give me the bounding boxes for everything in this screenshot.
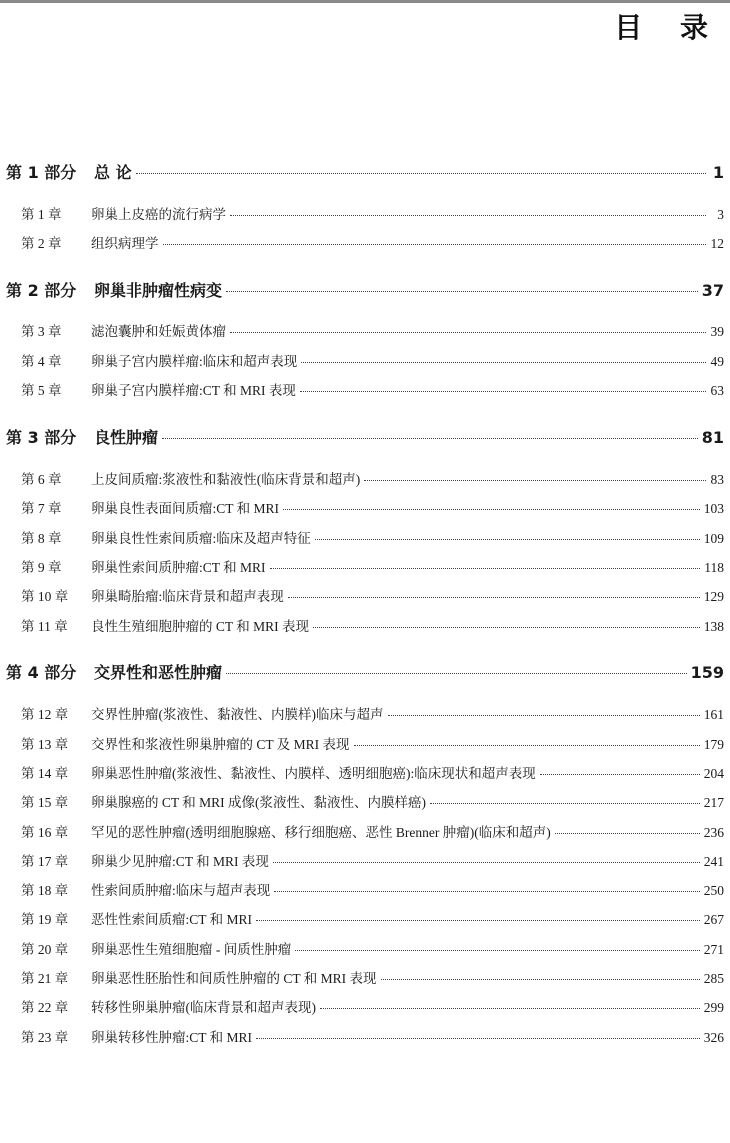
chapter-label: 第 13 章 (21, 737, 69, 752)
page-number: 39 (710, 324, 724, 339)
toc-part-entry[interactable] (6, 278, 724, 301)
chapter-label: 第 2 章 (21, 236, 62, 251)
chapter-title: 卵巢上皮癌的流行病学 (91, 207, 226, 222)
toc-chapter-entry[interactable] (21, 938, 724, 958)
chapter-label: 第 17 章 (21, 854, 69, 869)
chapter-title: 卵巢腺癌的 CT 和 MRI 成像(浆液性、黏液性、内膜样癌) (91, 795, 427, 810)
toc-chapter-entry[interactable] (21, 203, 724, 223)
leader-dots (320, 1008, 700, 1009)
chapter-label: 第 1 章 (21, 207, 62, 222)
chapter-label: 第 9 章 (21, 560, 62, 575)
toc-chapter-entry[interactable] (21, 791, 724, 811)
toc-chapter-entry[interactable] (21, 1026, 724, 1046)
chapter-label: 第 6 章 (21, 472, 62, 487)
leader-dots (230, 332, 706, 333)
leader-dots (256, 1038, 700, 1039)
toc-chapter-entry[interactable] (21, 615, 724, 635)
page-number: 159 (690, 663, 724, 682)
chapter-title: 卵巢子宫内膜样瘤:CT 和 MRI 表现 (91, 383, 296, 398)
chapter-title: 上皮间质瘤:浆液性和黏液性(临床背景和超声) (91, 472, 361, 487)
page-number: 109 (703, 531, 724, 546)
page-number: 299 (703, 1000, 724, 1015)
page-number: 179 (703, 737, 724, 752)
page-number: 138 (703, 619, 724, 634)
chapter-label: 第 5 章 (21, 383, 62, 398)
leader-dots (230, 215, 706, 216)
page-number: 12 (710, 236, 724, 251)
leader-dots (300, 391, 706, 392)
page-number: 250 (703, 883, 724, 898)
chapter-title: 卵巢性索间质肿瘤:CT 和 MRI (91, 560, 266, 575)
chapter-label: 第 12 章 (21, 707, 69, 722)
chapter-title: 卵巢恶性胚胎性和间质性肿瘤的 CT 和 MRI 表现 (91, 971, 377, 986)
leader-dots (163, 244, 707, 245)
toc-chapter-entry[interactable] (21, 585, 724, 605)
part-label: 第 4 部分 (6, 663, 77, 682)
chapter-label: 第 8 章 (21, 531, 62, 546)
page-number: 81 (701, 428, 724, 447)
page-number: 49 (710, 354, 724, 369)
page-number: 161 (703, 707, 724, 722)
toc-part-entry[interactable] (6, 660, 724, 683)
chapter-title: 卵巢畸胎瘤:临床背景和超声表现 (91, 589, 284, 604)
leader-dots (354, 745, 700, 746)
part-title: 卵巢非肿瘤性病变 (94, 281, 223, 300)
toc-chapter-entry[interactable] (21, 821, 724, 841)
chapter-label: 第 10 章 (21, 589, 69, 604)
toc-chapter-entry[interactable] (21, 350, 724, 370)
leader-dots (295, 950, 700, 951)
chapter-title: 卵巢子宫内膜样瘤:临床和超声表现 (91, 354, 298, 369)
toc-chapter-entry[interactable] (21, 527, 724, 547)
part-title: 良性肿瘤 (94, 428, 159, 447)
page-number: 118 (704, 560, 724, 575)
toc-part-entry[interactable] (6, 160, 724, 183)
chapter-title: 卵巢良性表面间质瘤:CT 和 MRI (91, 501, 280, 516)
leader-dots (430, 803, 700, 804)
page-number: 1 (712, 163, 724, 182)
leader-dots (381, 979, 700, 980)
part-label: 第 3 部分 (6, 428, 77, 447)
leader-dots (283, 509, 700, 510)
leader-dots (136, 173, 706, 174)
chapter-label: 第 14 章 (21, 766, 69, 781)
chapter-title: 卵巢转移性肿瘤:CT 和 MRI (91, 1030, 253, 1045)
chapter-title: 良性生殖细胞肿瘤的 CT 和 MRI 表现 (91, 619, 310, 634)
chapter-label: 第 4 章 (21, 354, 62, 369)
part-title: 交界性和恶性肿瘤 (94, 663, 223, 682)
chapter-title: 滤泡囊肿和妊娠黄体瘤 (91, 324, 226, 339)
chapter-title: 恶性性索间质瘤:CT 和 MRI (91, 912, 253, 927)
toc-chapter-entry[interactable] (21, 762, 724, 782)
toc-chapter-entry[interactable] (21, 379, 724, 399)
chapter-label: 第 21 章 (21, 971, 69, 986)
chapter-title: 卵巢良性性索间质瘤:临床及超声特征 (91, 531, 311, 546)
leader-dots (288, 597, 700, 598)
toc-chapter-entry[interactable] (21, 468, 724, 488)
page-number: 271 (703, 942, 724, 957)
leader-dots (301, 362, 706, 363)
page-number: 83 (710, 472, 724, 487)
leader-dots (274, 891, 699, 892)
chapter-title: 卵巢恶性生殖细胞瘤 - 间质性肿瘤 (91, 942, 292, 957)
leader-dots (555, 833, 700, 834)
page-number: 3 (717, 207, 724, 222)
chapter-title: 性索间质肿瘤:临床与超声表现 (91, 883, 271, 898)
leader-dots (364, 480, 706, 481)
page-number: 63 (710, 383, 724, 398)
page-number: 204 (703, 766, 724, 781)
page-number: 236 (703, 825, 724, 840)
chapter-label: 第 19 章 (21, 912, 69, 927)
page-title: 目 录 (614, 11, 722, 44)
chapter-title: 卵巢少见肿瘤:CT 和 MRI 表现 (91, 854, 269, 869)
toc-chapter-entry[interactable] (21, 556, 724, 576)
chapter-label: 第 11 章 (21, 619, 68, 634)
leader-dots (256, 920, 700, 921)
chapter-title: 组织病理学 (91, 236, 159, 251)
page-number: 103 (703, 501, 724, 516)
chapter-label: 第 3 章 (21, 324, 62, 339)
page-number: 217 (703, 795, 724, 810)
chapter-label: 第 15 章 (21, 795, 69, 810)
leader-dots (388, 715, 700, 716)
toc-chapter-entry[interactable] (21, 703, 724, 723)
toc-chapter-entry[interactable] (21, 879, 724, 899)
toc-chapter-entry[interactable] (21, 996, 724, 1016)
toc-chapter-entry[interactable] (21, 733, 724, 753)
toc-part-entry[interactable] (6, 425, 724, 448)
toc-chapter-entry[interactable] (21, 850, 724, 870)
chapter-title: 交界性肿瘤(浆液性、黏液性、内膜样)临床与超声 (91, 707, 384, 722)
chapter-label: 第 18 章 (21, 883, 69, 898)
chapter-label: 第 16 章 (21, 825, 69, 840)
page-number: 326 (703, 1030, 724, 1045)
toc-chapter-entry[interactable] (21, 320, 724, 340)
chapter-label: 第 20 章 (21, 942, 69, 957)
toc-chapter-entry[interactable] (21, 967, 724, 987)
toc-chapter-entry[interactable] (21, 497, 724, 517)
page-number: 241 (703, 854, 724, 869)
chapter-label: 第 22 章 (21, 1000, 69, 1015)
chapter-title: 转移性卵巢肿瘤(临床背景和超声表现) (91, 1000, 316, 1015)
chapter-title: 罕见的恶性肿瘤(透明细胞腺癌、移行细胞癌、恶性 Brenner 肿瘤)(临床和超声) (91, 825, 551, 840)
chapter-label: 第 23 章 (21, 1030, 69, 1045)
part-label: 第 1 部分 (6, 163, 77, 182)
page-number: 37 (701, 281, 724, 300)
page-number: 267 (703, 912, 724, 927)
page-number: 129 (703, 589, 724, 604)
leader-dots (162, 438, 698, 439)
leader-dots (226, 291, 698, 292)
part-label: 第 2 部分 (6, 281, 77, 300)
leader-dots (313, 627, 700, 628)
chapter-label: 第 7 章 (21, 501, 62, 516)
top-rule (0, 0, 730, 3)
leader-dots (315, 539, 700, 540)
toc-chapter-entry[interactable] (21, 908, 724, 928)
chapter-title: 交界性和浆液性卵巢肿瘤的 CT 及 MRI 表现 (91, 737, 350, 752)
toc-chapter-entry[interactable] (21, 232, 724, 252)
chapter-title: 卵巢恶性肿瘤(浆液性、黏液性、内膜样、透明细胞癌):临床现状和超声表现 (91, 766, 536, 781)
leader-dots (270, 568, 701, 569)
page-number: 285 (703, 971, 724, 986)
part-title: 总 论 (94, 163, 132, 182)
leader-dots (226, 673, 687, 674)
leader-dots (273, 862, 700, 863)
leader-dots (540, 774, 700, 775)
